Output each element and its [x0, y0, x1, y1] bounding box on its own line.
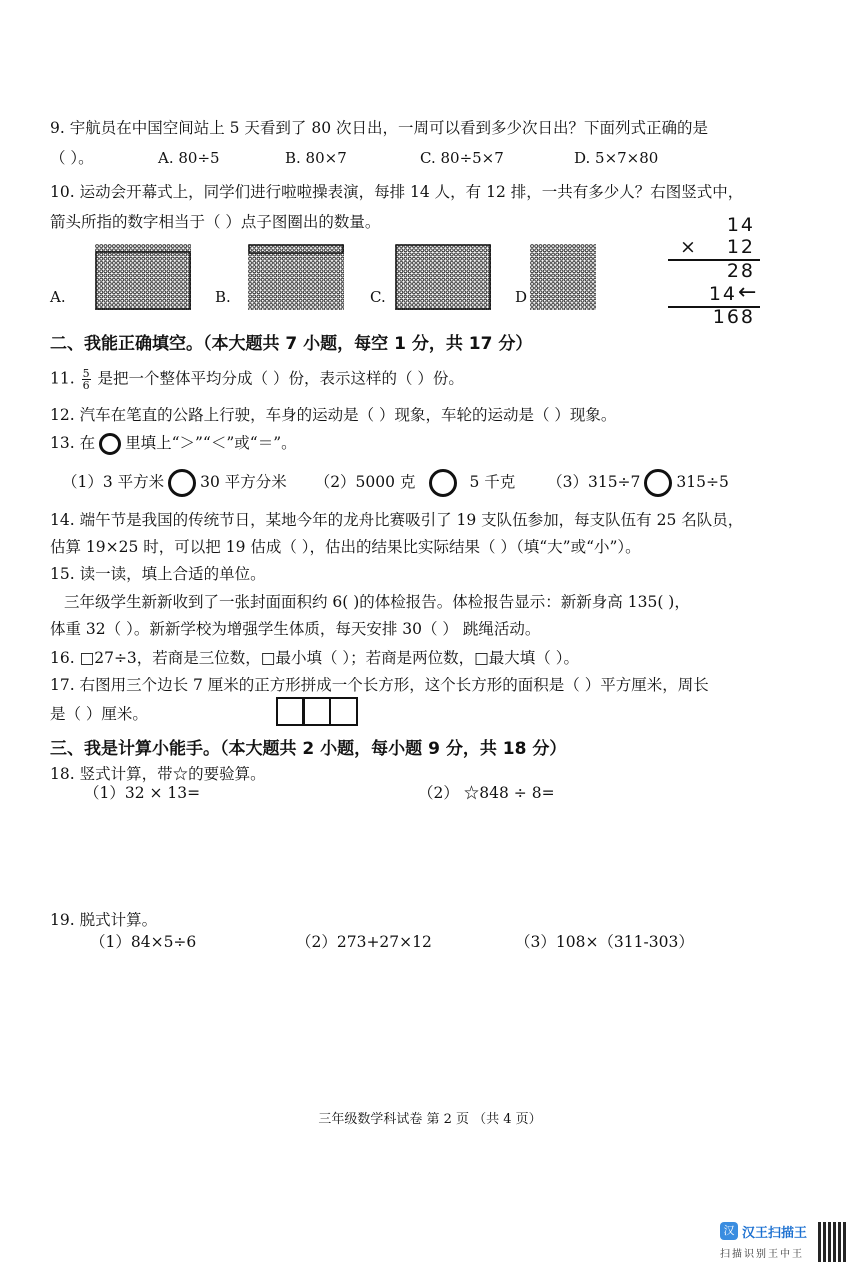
- q10-line2: 箭头所指的数字相当于（ ）点子图圈出的数量。: [50, 213, 381, 231]
- arrow-icon: ←: [738, 280, 757, 305]
- q9-option-c: C. 80÷5×7: [420, 149, 504, 167]
- q14-line2: 估算 19×25 时，可以把 19 估成（ ），估出的结果比实际结果（ ）（填“大”或“小”）。: [50, 538, 641, 556]
- dot-grid-b: [248, 244, 344, 310]
- page-footer: 三年级数学科试卷 第 2 页 （共 4 页）: [318, 1112, 542, 1127]
- circle-blank-icon: [99, 433, 121, 455]
- vert-row-5: 168: [712, 306, 755, 328]
- watermark-title: 汉王扫描王: [742, 1226, 808, 1241]
- q19-part3: （3）108×（311-303）: [515, 933, 694, 951]
- q15-title: 15. 读一读，填上合适的单位。: [50, 565, 266, 583]
- q11-number: 11.: [50, 369, 75, 388]
- dot-grid-d: [530, 244, 596, 310]
- scanner-logo-icon: 汉: [720, 1222, 738, 1240]
- vert-row-4: 14: [708, 283, 737, 305]
- vert-row-2: 12: [726, 236, 755, 258]
- q13-p3-right: 315÷5: [676, 473, 729, 491]
- q18-part1: （1）32 × 13=: [84, 784, 201, 802]
- q12: 12. 汽车在笔直的公路上行驶，车身的运动是（ ）现象，车轮的运动是（ ）现象。: [50, 406, 617, 424]
- q9-option-d: D. 5×7×80: [574, 149, 659, 167]
- vert-row-3: 28: [726, 260, 755, 282]
- q10-option-c-label: C.: [370, 288, 386, 306]
- q19-title: 19. 脱式计算。: [50, 911, 158, 929]
- q13-stem: [50, 433, 297, 455]
- q10-option-a-label: A.: [50, 288, 66, 306]
- q16: 16. □27÷3，若商是三位数，□最小填（ ）；若商是两位数，□最大填（ ）。: [50, 649, 579, 667]
- qr-code-icon: [818, 1222, 846, 1262]
- q9-option-a: A. 80÷5: [158, 149, 220, 167]
- q10-option-d-label: D: [515, 288, 528, 306]
- three-squares-figure: [278, 697, 358, 726]
- square: [276, 697, 305, 726]
- q18-part2: （2） ☆848 ÷ 8=: [418, 784, 555, 802]
- q13-p3-circle-input[interactable]: [644, 469, 672, 497]
- q14-line1: 14. 端午节是我国的传统节日，某地今年的龙舟比赛吸引了 19 支队伍参加，每支队伍有 25 名队员，: [50, 511, 744, 529]
- vert-operator: ×: [680, 236, 696, 258]
- section-2-title: 二、我能正确填空。（本大题共 7 小题，每空 1 分，共 17 分）: [50, 334, 533, 354]
- dot-grid-c: [395, 244, 491, 310]
- q9-blank: （ ）。: [50, 149, 94, 167]
- dot-grid-a: [95, 244, 191, 310]
- fraction-numerator: 5: [82, 367, 90, 380]
- q17-line2: 是（ ）厘米。: [50, 705, 148, 723]
- q13-pre: 13. 在: [50, 434, 96, 452]
- q19-part2: （2）273+27×12: [296, 933, 432, 951]
- fraction: [82, 368, 91, 391]
- section-3-title: 三、我是计算小能手。（本大题共 2 小题，每小题 9 分，共 18 分）: [50, 739, 567, 759]
- vertical-multiplication: [660, 214, 770, 326]
- q13-p3-left: （3）315÷7: [547, 473, 641, 491]
- q10-line1: 10. 运动会开幕式上，同学们进行啦啦操表演，每排 14 人，有 12 排，一共有多少人？右图竖式中，: [50, 183, 744, 201]
- q13-p2-right: 5 千克: [469, 473, 516, 491]
- q10-option-b-label: B.: [215, 288, 231, 306]
- q9-stem: 9. 宇航员在中国空间站上 5 天看到了 80 次日出，一周可以看到多少次日出？下面列式正确的是: [50, 119, 709, 137]
- q11: [50, 368, 464, 391]
- q13-p1-right: 30 平方分米: [200, 473, 287, 491]
- q19-part1: （1）84×5÷6: [90, 933, 197, 951]
- q13-p1-left: （1）3 平方米: [62, 473, 165, 491]
- watermark-subtitle: 扫描识别王中王: [720, 1249, 804, 1260]
- fraction-denominator: 6: [82, 379, 90, 392]
- square: [329, 697, 358, 726]
- vert-row-1: 14: [726, 214, 755, 236]
- q13-post: 里填上“＞”“＜”或“＝”。: [125, 434, 297, 452]
- q11-text: 是把一个整体平均分成（ ）份，表示这样的（ ）份。: [97, 369, 464, 388]
- q13-p2-left: （2）5000 克: [314, 473, 416, 491]
- q17-line1: 17. 右图用三个边长 7 厘米的正方形拼成一个长方形，这个长方形的面积是（ ）平方厘米，周长: [50, 676, 709, 694]
- q18-title: 18. 竖式计算，带☆的要验算。: [50, 765, 266, 783]
- q13-p2-circle-input[interactable]: [429, 469, 457, 497]
- q15-line2: 体重 32（ ）。新新学校为增强学生体质，每天安排 30（ ） 跳绳活动。: [50, 620, 541, 638]
- scanner-watermark: [720, 1222, 846, 1266]
- square: [302, 697, 331, 726]
- q13-parts: [62, 469, 729, 497]
- q13-p1-circle-input[interactable]: [168, 469, 196, 497]
- q9-option-b: B. 80×7: [285, 149, 347, 167]
- q15-line1: 三年级学生新新收到了一张封面面积约 6( )的体检报告。体检报告显示：新新身高 135( )，: [64, 593, 690, 611]
